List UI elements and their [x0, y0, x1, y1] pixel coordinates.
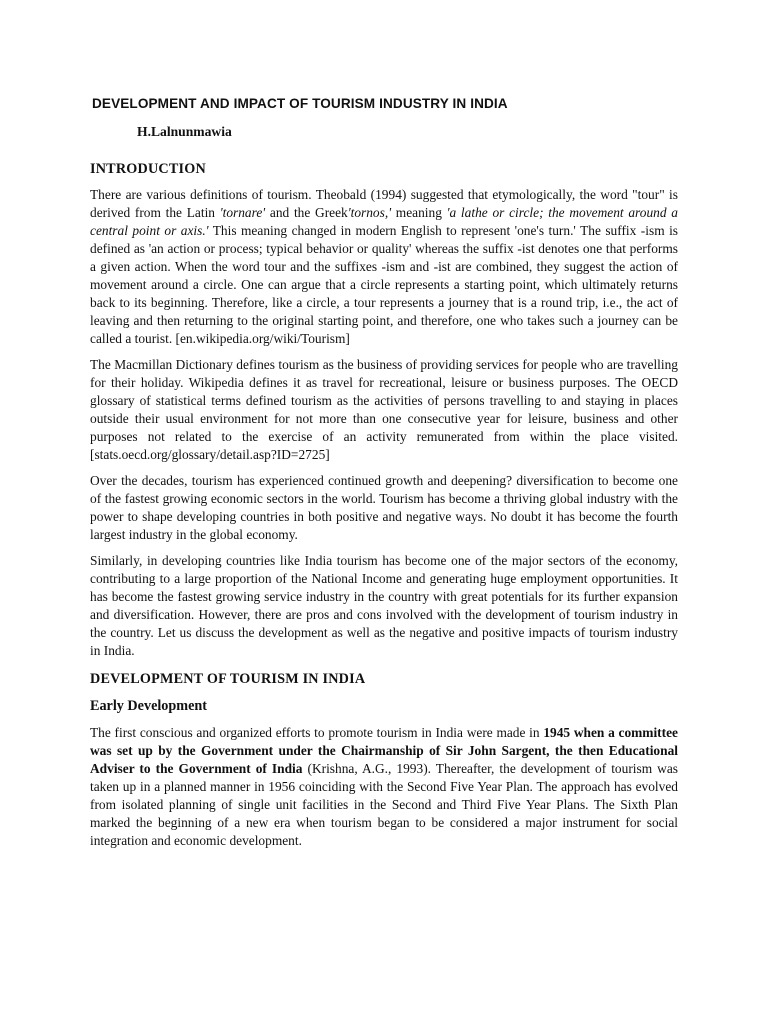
document-author: H.Lalnunmawia	[137, 124, 232, 139]
document-body	[90, 159, 678, 858]
introduction-paragraph-1	[90, 186, 678, 348]
text-run: The first conscious and organized efforts to promote tourism in India were made in	[90, 725, 544, 740]
introduction-paragraph-4: Similarly, in developing countries like India tourism has become one of the major sectors of the economy, contributing to a large proportion of the National Income and generating huge employment opportunities. It has become the fastest growing service industry in the country with great potentials for its further expansion and diversification. However, there are pros and cons involved with the development of tourism industry in the country. Let us discuss the development as well as the negative and positive impacts of tourism industry in India.	[90, 553, 678, 658]
development-heading: DEVELOPMENT OF TOURISM IN INDIA	[90, 671, 366, 687]
text-run: There are various definitions of tourism. Theobald (1994) suggested that etymologically, the word "tour" is derived from the Latin	[90, 187, 678, 220]
text-run: (Krishna, A.G., 1993). Thereafter, the development of tourism was taken up in a planned manner in 1956 coinciding with the Second Five Year Plan. The approach has evolved from isolated planning of single unit facilities in the Second and Third Five Year Plans. The Sixth Plan marked the beginning of a new era when tourism began to be considered a major instrument for social integration and economic development.	[90, 761, 678, 848]
italic-meaning: 'a lathe or circle; the movement around a central point or axis.'	[90, 205, 678, 238]
italic-term-tornos: 'tornos,'	[347, 205, 392, 220]
text-run: This meaning changed in modern English to represent 'one's turn.' The suffix -ism is defined as 'an action or process; typical behavior or quality' whereas the suffix -ist denotes one that performs a given action. When the word tour and the suffixes -ism and -ist are combined, they suggest the action of movement around a circle. One can argue that a circle represents a starting point, which ultimately returns back to its beginning. Therefore, like a circle, a tour represents a journey that is a round trip, i.e., the act of leaving and then returning to the original starting point, and therefore, one who takes such a journey can be called a tourist. [en.wikipedia.org/wiki/Tourism]	[90, 223, 679, 346]
italic-term-tornare: 'tornare'	[219, 205, 266, 220]
introduction-heading: INTRODUCTION	[90, 161, 206, 177]
text-run: and the Greek	[265, 205, 348, 220]
early-development-subheading: Early Development	[90, 698, 208, 714]
document-title: DEVELOPMENT AND IMPACT OF TOURISM INDUSTRY IN INDIA	[92, 96, 508, 111]
development-paragraph-1	[90, 724, 678, 850]
bold-passage-sargent-committee: 1945 when a committee was set up by the Government under the Chairmanship of Sir John Sargent, the then Educational Adviser to the Government of India	[90, 725, 678, 776]
introduction-paragraph-3: Over the decades, tourism has experienced continued growth and deepening? diversification to become one of the fastest growing economic sectors in the world. Tourism has become a thriving global industry with the power to shape developing countries in both positive and negative ways. No doubt it has become the fourth largest industry in the global economy.	[90, 473, 678, 542]
text-run: meaning	[391, 205, 447, 220]
introduction-paragraph-2: The Macmillan Dictionary defines tourism as the business of providing services for people who are travelling for their holiday. Wikipedia defines it as travel for recreational, leisure or business purposes. The OECD glossary of statistical terms defined tourism as the activities of persons travelling to and staying in places outside their usual environment for not more than one consecutive year for leisure, business and other purposes not related to the exercise of an activity remunerated from within the place visited. [stats.oecd.org/glossary/detail.asp?ID=2725]	[90, 357, 678, 462]
